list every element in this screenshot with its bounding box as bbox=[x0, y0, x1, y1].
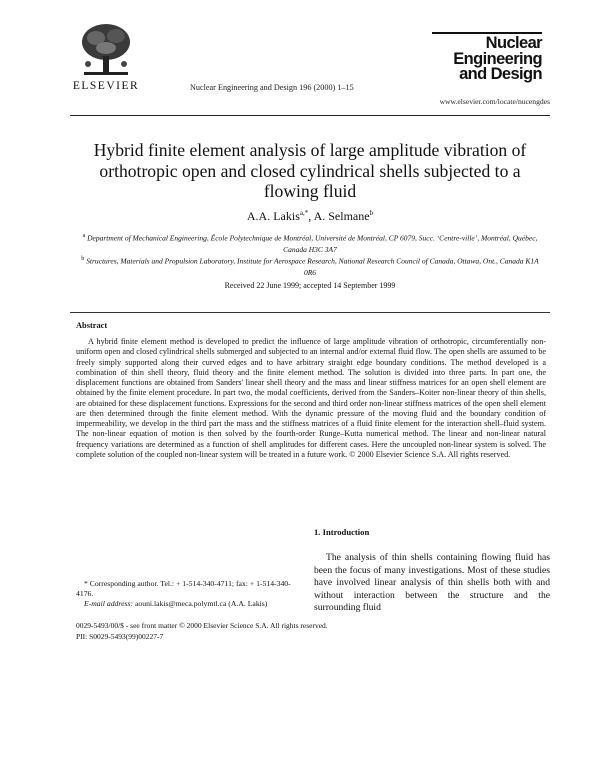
copyright-line: 0029-5493/00/$ - see front matter © 2000 Elsevier Science S.A. All rights reserved. bbox=[76, 621, 328, 630]
journal-title-line: Nuclear bbox=[485, 34, 542, 52]
affiliation-b bbox=[80, 254, 540, 278]
affiliation-mark: b bbox=[81, 256, 85, 262]
journal-title-line: Engineering bbox=[453, 49, 542, 68]
introduction-body bbox=[314, 552, 550, 615]
author-marks: a,* bbox=[299, 209, 309, 217]
journal-url-link[interactable]: www.elsevier.com/locate/nucengdes bbox=[439, 97, 550, 106]
pii-line: PII: S0029-5493(99)00227-7 bbox=[76, 631, 164, 641]
email-note bbox=[76, 599, 298, 609]
article-title: Hybrid finite element analysis of large amplitude vibration of orthotropic open and closed cylindrical shells subjected to a flowing fluid bbox=[93, 140, 527, 201]
section-heading: 1. Introduction bbox=[314, 527, 370, 537]
journal-title bbox=[432, 32, 542, 83]
affiliation-text: Department of Mechanical Engineering, École Polytechnique de Montréal, Université de Montréal, CP 6079, Succ. ‘Centre-ville’, Montréal, Québec, Canada H3C 3A7 bbox=[87, 233, 538, 254]
abstract-heading: Abstract bbox=[76, 321, 108, 330]
elsevier-tree-icon bbox=[70, 20, 142, 80]
affiliation-mark: a bbox=[82, 233, 86, 239]
journal-citation: Nuclear Engineering and Design 196 (2000) 1–15 bbox=[190, 83, 354, 92]
abstract-body bbox=[76, 337, 546, 460]
author-list bbox=[70, 209, 550, 224]
abstract-paragraph: A hybrid finite element method is developed to predict the influence of large amplitude vibration of orthotropic, circumferentially non-uniform open and closed cylindrical shells submerged and subjected to an internal and/or external fluid flow. The open shells are assumed to be freely simply supported along their curved edges and to have arbitrary straight edge boundary conditions. The method developed is a combination of thin shell theory, fluid theory and the finite element method. The solution is divided into three parts. In part one, the displacement functions are obtained from Sanders' linear shell theory and the mass and linear stiffness matrices for an open shell element are obtained by the finite element procedure. In part two, the modal coefficients, derived from the Sanders–Koiter non-linear theory of thin shells, are obtained for these displacement functions. Expressions for the second and third order non-linear stiffness matrices of the open shell element are then determined through the finite element method. With the dynamic pressure of the moving fluid and the boundary condition of impermeability, we develop in the third part the mass and the stiffness matrices of a fluid finite element for the interaction shell–fluid system. The non-linear equation of motion is then solved by the fourth-order Runge–Kutta numerical method. The linear and non-linear natural frequency variations are determined as a function of shell amplitudes for different cases. Here the uncoupled non-linear system is solved. The complete solution of the coupled non-linear system will be treated in a future work. © 2000 Elsevier Science S.A. All rights reserved. bbox=[76, 337, 546, 459]
corresponding-footnote bbox=[76, 579, 298, 609]
author-name[interactable]: A. Selmane bbox=[313, 209, 370, 223]
introduction-paragraph: The analysis of thin shells containing flowing fluid has been the focus of many investigations. Most of these studies have involved linear analysis of thin shells both with and without interaction between the structure and the surrounding fluid bbox=[314, 552, 550, 614]
publication-info bbox=[76, 621, 546, 642]
abstract-divider bbox=[70, 312, 550, 313]
author-marks: b bbox=[369, 209, 374, 217]
email-label: E-mail address: bbox=[84, 599, 134, 608]
journal-title-line: and Design bbox=[459, 65, 542, 83]
publisher-name: ELSEVIER bbox=[72, 80, 140, 92]
received-dates: Received 22 June 1999; accepted 14 September 1999 bbox=[224, 281, 396, 290]
affiliation-a bbox=[80, 231, 540, 255]
header-divider bbox=[70, 115, 550, 116]
corresponding-author-note: * Corresponding author. Tel.: + 1-514-340-4711; fax: + 1-514-340-4176. bbox=[76, 579, 291, 598]
affiliation-text: Structures, Materials and Propulsion Laboratory, Institute for Aerospace Research, National Research Council of Canada, Ottawa, Ont., Canada K1A 0R6 bbox=[86, 256, 539, 277]
author-separator: , bbox=[308, 209, 314, 223]
author-name[interactable]: A.A. Lakis bbox=[246, 209, 300, 223]
email-address[interactable]: aouni.lakis@meca.polymtl.ca (A.A. Lakis) bbox=[133, 599, 268, 608]
